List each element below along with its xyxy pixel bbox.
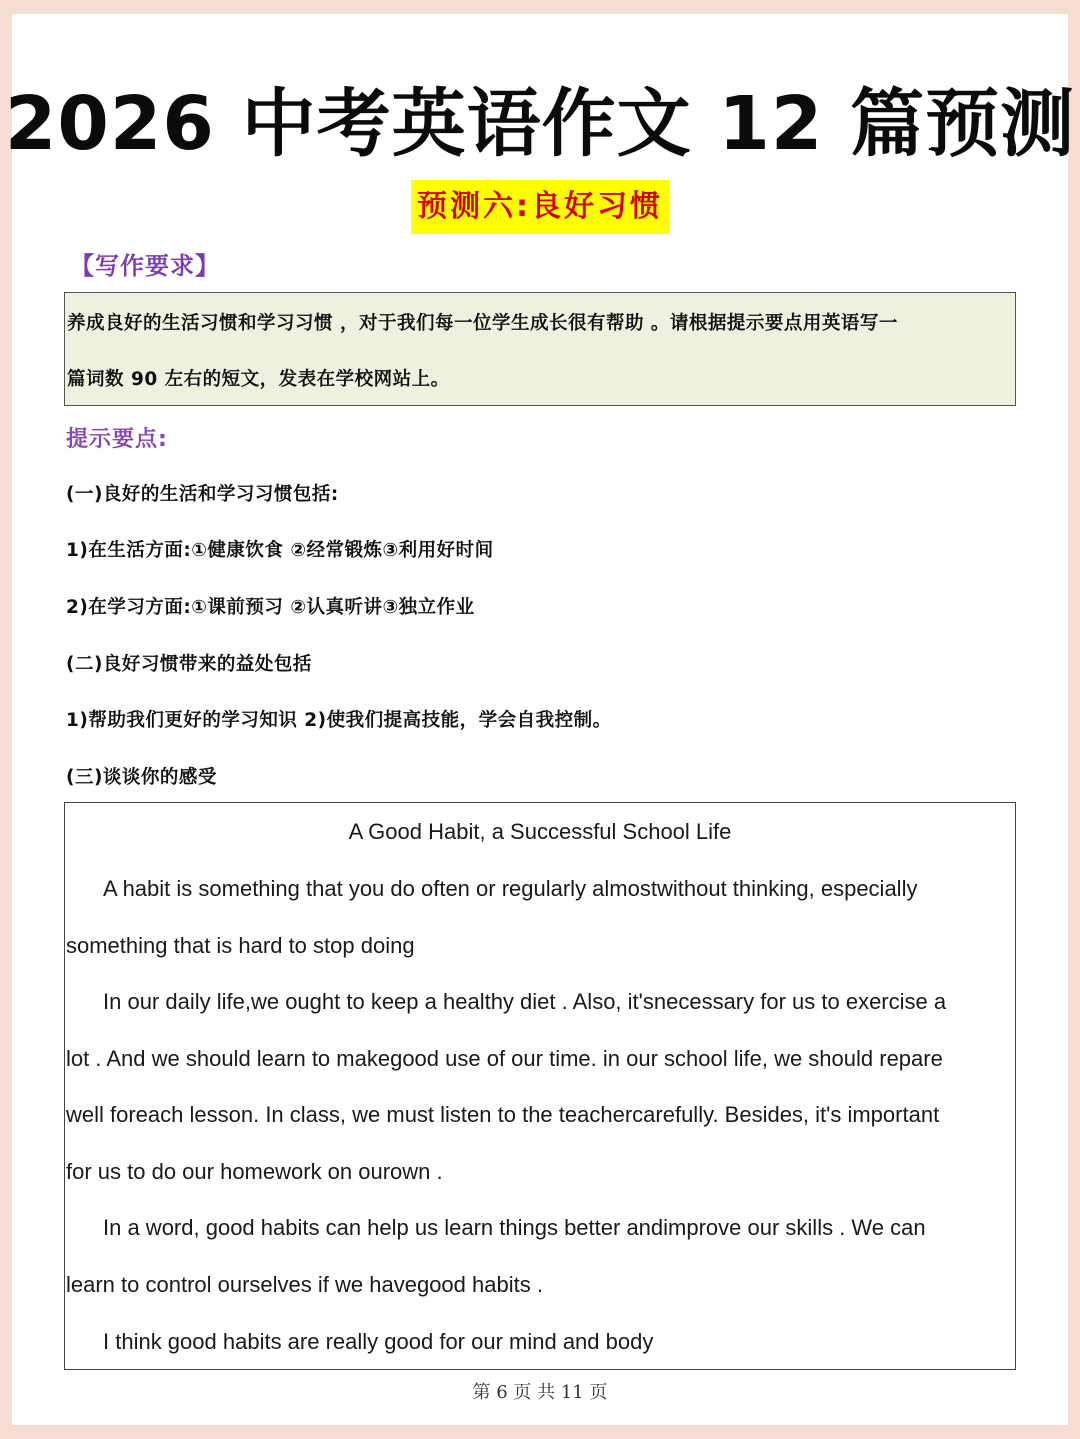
hint-line: (三)谈谈你的感受 (66, 767, 217, 788)
essay-line: lot . And we should learn to makegood use of our time. in our school life, we should repare (66, 1046, 943, 1071)
essay-line: A habit is something that you do often or regularly almostwithout thinking, especially (103, 876, 918, 901)
hint-line: (一)良好的生活和学习习惯包括: (66, 484, 339, 505)
requirements-heading: 【写作要求】 (70, 252, 220, 280)
hint-line: 2)在学习方面:①课前预习 ②认真听讲③独立作业 (66, 597, 475, 618)
essay-line: In a word, good habits can help us learn things better andimprove our skills . We can (103, 1215, 926, 1240)
essay-line: for us to do our homework on ourown . (66, 1159, 443, 1184)
page-title: 2026 中考英语作文 12 篇预测 (4, 81, 1076, 167)
essay-line: well foreach lesson. In class, we must listen to the teachercarefully. Besides, it's important (66, 1102, 940, 1127)
essay-line: In our daily life,we ought to keep a healthy diet . Also, it'snecessary for us to exercise a (103, 989, 947, 1014)
essay-title: A Good Habit, a Successful School Life (348, 819, 732, 844)
hints-heading: 提示要点: (66, 427, 168, 452)
page-footer: 第 6 页 共 11 页 (472, 1382, 608, 1403)
essay-line: learn to control ourselves if we havegood habits . (66, 1272, 543, 1297)
requirements-line: 篇词数 90 左右的短文，发表在学校网站上。 (67, 369, 450, 390)
hint-line: (二)良好习惯带来的益处包括 (66, 654, 312, 675)
requirements-line: 养成良好的生活习惯和学习习惯 ，对于我们每一位学生成长很有帮助 。请根据提示要点用英语写一 (67, 313, 898, 334)
requirements-box (64, 292, 1016, 406)
subtitle-highlight: 预测六:良好习惯 (411, 180, 669, 234)
essay-line: I think good habits are really good for our mind and body (103, 1329, 654, 1354)
hint-line: 1)在生活方面:①健康饮食 ②经常锻炼③利用好时间 (66, 540, 494, 561)
essay-line: something that is hard to stop doing (66, 933, 415, 958)
essay-box (64, 802, 1016, 1370)
subtitle-wrapper (0, 180, 1080, 234)
hint-line: 1)帮助我们更好的学习知识 2)使我们提高技能，学会自我控制。 (66, 710, 612, 731)
